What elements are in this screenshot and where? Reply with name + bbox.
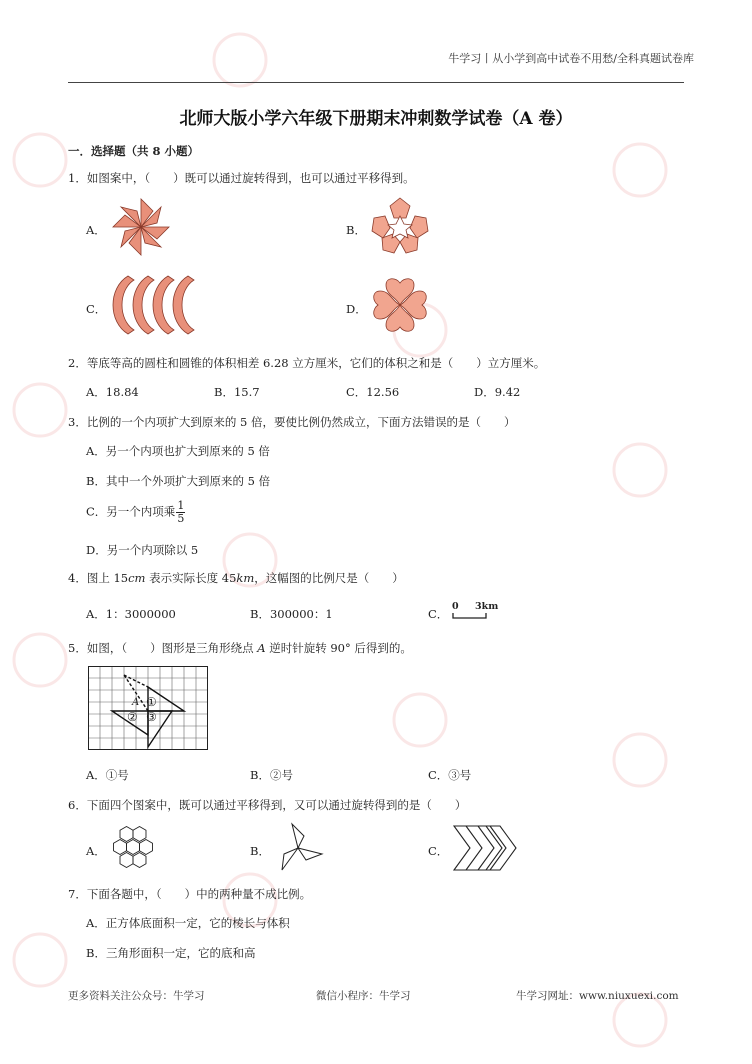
footer-middle: 微信小程序：牛学习 xyxy=(316,990,411,1002)
q2-option-d: D．9.42 xyxy=(474,385,521,399)
q6-option-a: A． xyxy=(86,844,106,858)
q4-scale-bar xyxy=(452,612,488,620)
q2-option-b: B．15.7 xyxy=(214,385,260,399)
q4-stem-part-2: 表示实际长度 45 xyxy=(145,571,237,585)
q4-option-c: C． xyxy=(428,607,449,621)
q3-option-d: D．另一个内项除以 5 xyxy=(86,543,199,557)
q1-pinwheel-figure xyxy=(110,196,172,258)
footer-left: 更多资料关注公众号：牛学习 xyxy=(68,990,205,1002)
q4-unit-km: km xyxy=(236,571,255,585)
q3-option-a: A．另一个内项也扩大到原来的 5 倍 xyxy=(86,444,270,458)
page-title: 北师大版小学六年级下册期末冲刺数学试卷（A 卷） xyxy=(179,109,573,129)
q5-stem-part-1: 5．如图，（ ）图形是三角形绕点 xyxy=(68,641,258,655)
q7-option-b: B．三角形面积一定，它的底和高 xyxy=(86,946,256,960)
hexagon-cell xyxy=(120,853,133,868)
q1-option-d: D． xyxy=(346,302,367,316)
question-4-stem xyxy=(68,570,404,586)
q1-option-c: C． xyxy=(86,302,107,316)
header-text: 牛学习丨从小学到高中试卷不用愁/全科真题试卷库 xyxy=(448,52,694,65)
q5-grid-label-3: ③ xyxy=(146,710,157,724)
scale-bar-label: 3km xyxy=(475,601,499,612)
q4-option-a: A．1：3000000 xyxy=(86,607,176,621)
q6-chevrons-figure xyxy=(452,824,518,872)
q3-option-c-text: C．另一个内项乘 xyxy=(86,504,176,519)
q5-point-a: A xyxy=(257,641,266,655)
q7-option-a: A．正方体底面积一定，它的棱长与体积 xyxy=(86,916,290,930)
q2-option-c: C．12.56 xyxy=(346,385,400,399)
header-divider xyxy=(68,82,684,83)
hexagon-cell xyxy=(127,840,140,855)
q5-stem-part-2: 逆时针旋转 90° 后得到的。 xyxy=(265,641,412,655)
fraction-numerator: 1 xyxy=(177,499,185,512)
q4-stem-part-3: ，这幅图的比例尺是（ ） xyxy=(254,571,404,585)
q4-stem-part-1: 4．图上 15 xyxy=(68,571,129,585)
scale-bar-zero: 0 xyxy=(452,601,459,612)
q3-option-c xyxy=(86,500,185,525)
q6-option-b: B． xyxy=(250,844,270,858)
q1-option-b: B． xyxy=(346,223,366,237)
hexagon-cell xyxy=(133,827,146,842)
q1-pentagon-star-figure xyxy=(368,196,432,254)
q5-grid-label-a: A xyxy=(132,697,140,708)
q5-option-c: C．③号 xyxy=(428,768,472,782)
q5-option-b: B．②号 xyxy=(250,768,293,782)
q4-unit-cm: cm xyxy=(128,571,146,585)
q1-four-hearts-figure xyxy=(370,276,430,334)
question-5-stem xyxy=(68,640,412,656)
question-1-stem: 1．如图案中，（ ）既可以通过旋转得到，也可以通过平移得到。 xyxy=(68,171,415,185)
footer-right: 牛学习网址：www.niuxuexi.com xyxy=(516,990,679,1002)
question-2-stem: 2．等底等高的圆柱和圆锥的体积相差 6.28 立方厘米，它们的体积之和是（ ）立方厘米。 xyxy=(68,356,546,370)
q5-grid-label-1: ① xyxy=(146,695,157,709)
section-heading: 一．选择题（共 8 小题） xyxy=(68,144,200,158)
q6-hexagon-figure xyxy=(108,826,158,870)
q6-option-c: C． xyxy=(428,844,449,858)
q2-option-a: A．18.84 xyxy=(86,385,139,399)
hexagon-cell xyxy=(114,840,127,855)
q1-crescents-figure xyxy=(106,274,196,336)
hexagon-cell xyxy=(140,840,153,855)
question-6-stem: 6．下面四个图案中，既可以通过平移得到，又可以通过旋转得到的是（ ） xyxy=(68,798,467,812)
hexagon-cell xyxy=(133,853,146,868)
q5-grid-label-2: ② xyxy=(127,710,138,724)
q3-option-b: B．其中一个外项扩大到原来的 5 倍 xyxy=(86,474,271,488)
q4-option-b: B．300000：1 xyxy=(250,607,333,621)
q3-fraction xyxy=(176,500,185,525)
question-7-stem: 7．下面各题中，（ ）中的两种量不成比例。 xyxy=(68,887,312,901)
question-3-stem: 3．比例的一个内项扩大到原来的 5 倍，要使比例仍然成立，下面方法错误的是（ ） xyxy=(68,415,516,429)
hexagon-cell xyxy=(120,827,133,842)
q5-option-a: A．①号 xyxy=(86,768,129,782)
fraction-denominator: 5 xyxy=(177,512,185,525)
q1-option-a: A． xyxy=(86,223,106,237)
q6-windmill-figure xyxy=(270,822,326,874)
